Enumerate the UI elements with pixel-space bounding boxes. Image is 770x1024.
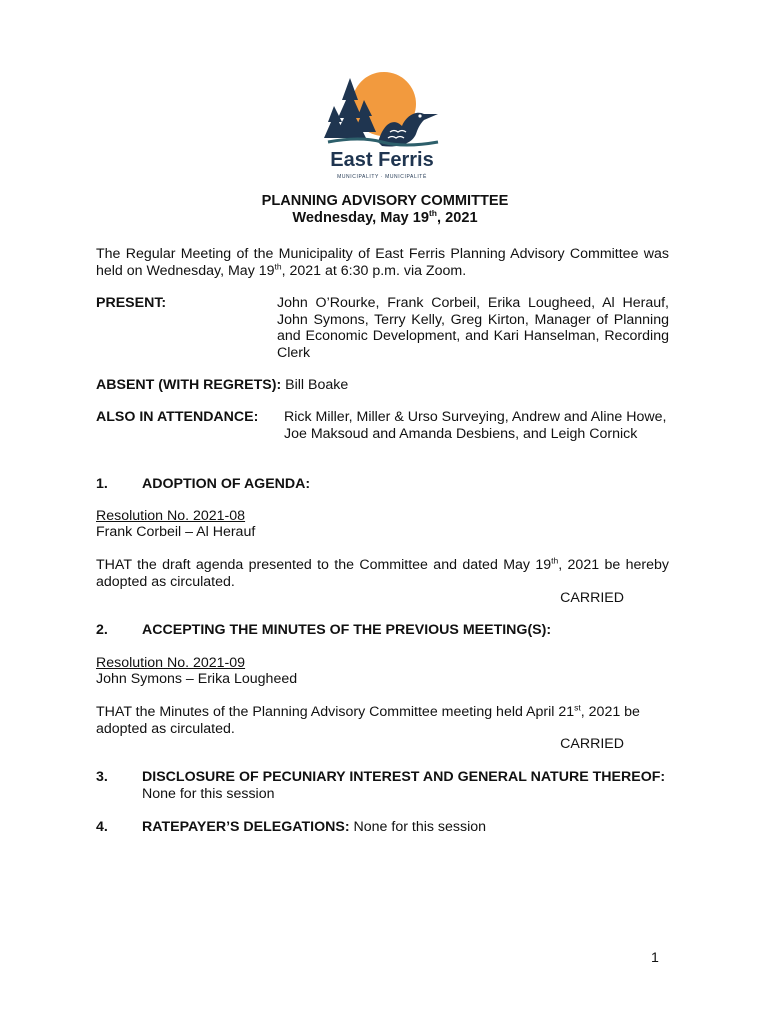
section-3-value: None for this session bbox=[142, 786, 275, 802]
attendance-list: Rick Miller, Miller & Urso Surveying, Andrew and Aline Howe, Joe Maksoud and Amanda Desbiens, and Leigh Cornick bbox=[284, 409, 667, 442]
resolution-movers: John Symons – Erika Lougheed bbox=[96, 671, 298, 687]
meeting-date-sup: th bbox=[428, 208, 437, 219]
section-3-heading: DISCLOSURE OF PECUNIARY INTEREST AND GENERAL NATURE THEREOF: bbox=[142, 769, 666, 785]
resolution-text-end: , 2021 be hereby adopted as circulated. bbox=[96, 557, 669, 590]
meeting-date-year: , 2021 bbox=[437, 210, 478, 226]
east-ferris-logo bbox=[320, 66, 444, 184]
present-label: PRESENT: bbox=[96, 295, 167, 311]
logo-graphic bbox=[320, 66, 444, 184]
carried-status: CARRIED bbox=[560, 736, 624, 752]
absent-label: ABSENT (WITH REGRETS): bbox=[96, 377, 282, 393]
section-2-heading: ACCEPTING THE MINUTES OF THE PREVIOUS MEETING(S): bbox=[142, 622, 552, 638]
section-1-heading: ADOPTION OF AGENDA: bbox=[142, 476, 311, 492]
carried-status: CARRIED bbox=[560, 590, 624, 606]
logo-name: East Ferris bbox=[330, 149, 434, 171]
page-title: PLANNING ADVISORY COMMITTEE bbox=[261, 193, 509, 209]
intro-text-end: , 2021 at 6:30 p.m. via Zoom. bbox=[281, 262, 467, 279]
section-3-number: 3. bbox=[96, 769, 108, 785]
absent-value: Bill Boake bbox=[281, 377, 349, 393]
intro-sup: th bbox=[274, 260, 282, 271]
section-4-heading: RATEPAYER’S DELEGATIONS: bbox=[142, 819, 350, 835]
section-2-number: 2. bbox=[96, 622, 108, 638]
resolution-text bbox=[96, 704, 656, 737]
present-list: John O’Rourke, Frank Corbeil, Erika Lougheed, Al Herauf, John Symons, Terry Kelly, Greg Kirton, Manager of Planning and Economic Development, and Kari Hanselman, Recording Clerk bbox=[277, 295, 669, 361]
resolution-text-start: THAT the Minutes of the Planning Advisory Committee meeting held April 21 bbox=[96, 704, 575, 720]
resolution-number: Resolution No. 2021-09 bbox=[96, 655, 246, 671]
intro-text: The Regular Meeting of the Municipality of East Ferris Planning Advisory Committee was held on Wednesday, May 19 bbox=[96, 246, 669, 279]
logo-tagline: MUNICIPALITY · MUNICIPALITÉ bbox=[337, 174, 427, 180]
section-1-number: 1. bbox=[96, 476, 108, 492]
attendance-label: ALSO IN ATTENDANCE: bbox=[96, 409, 259, 425]
resolution-text-sup: st bbox=[574, 702, 581, 713]
absent-row bbox=[96, 377, 348, 394]
resolution-number: Resolution No. 2021-08 bbox=[96, 508, 246, 524]
resolution-movers: Frank Corbeil – Al Herauf bbox=[96, 524, 256, 540]
meeting-date bbox=[0, 210, 770, 227]
resolution-text-end: , 2021 be adopted as circulated. bbox=[96, 704, 640, 737]
page-number: 1 bbox=[651, 950, 659, 966]
resolution-text-start: THAT the draft agenda presented to the Committee and dated May 19 bbox=[96, 557, 552, 573]
intro-paragraph bbox=[96, 246, 669, 279]
resolution-text bbox=[96, 557, 669, 590]
meeting-date-text: Wednesday, May 19 bbox=[292, 210, 429, 226]
section-4-value: None for this session bbox=[349, 819, 487, 835]
section-4-number: 4. bbox=[96, 819, 108, 835]
section-4-row bbox=[142, 819, 486, 836]
resolution-text-sup: th bbox=[551, 555, 559, 566]
